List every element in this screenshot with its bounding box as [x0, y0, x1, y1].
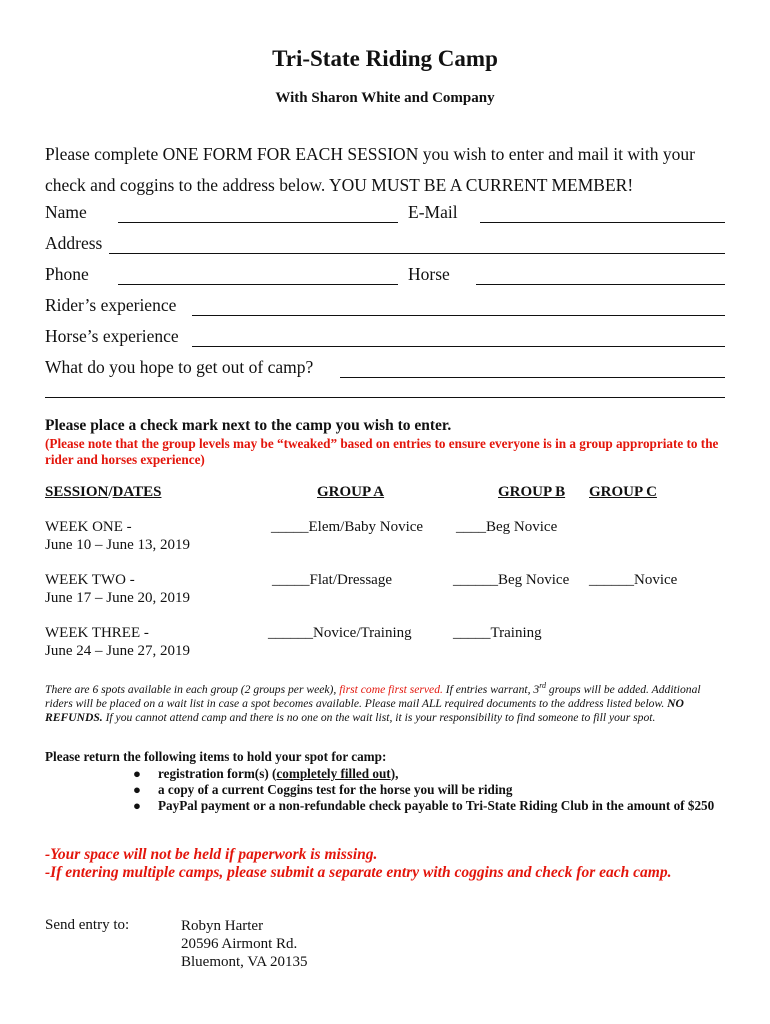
paperwork-warnings	[45, 846, 735, 882]
recipient-name: Robyn Harter	[181, 918, 264, 934]
name-label: Name	[45, 202, 87, 222]
send-entry-label: Send entry to:	[45, 917, 130, 933]
group-b-header: GROUP B	[498, 484, 566, 500]
week-three-dates: June 24 – June 27, 2019	[45, 643, 190, 659]
warning-line-2: -If entering multiple camps, please submit a separate entry with coggins and check for each camp.	[45, 864, 672, 881]
horse-label: Horse	[408, 264, 450, 284]
week-two-group-b-option[interactable]: ______Beg Novice	[453, 572, 570, 588]
bullet-icon: ●	[133, 782, 141, 797]
week-three-label: WEEK THREE -	[45, 625, 149, 641]
address-field[interactable]	[109, 253, 725, 254]
hope-label: What do you hope to get out of camp?	[45, 357, 314, 377]
form-subtitle: With Sharon White and Company	[275, 90, 495, 106]
week-two-group-c-option[interactable]: ______Novice	[589, 572, 678, 588]
email-label: E-Mail	[408, 202, 458, 222]
week-two-group-a-option[interactable]: _____Flat/Dressage	[272, 572, 392, 588]
week-one-group-b-option[interactable]: ____Beg Novice	[456, 519, 558, 535]
hope-field-line-2[interactable]	[45, 397, 725, 398]
phone-field[interactable]	[118, 284, 398, 285]
checkmark-instructions: Please place a check mark next to the camp you wish to enter.	[45, 417, 452, 434]
list-item: ● a copy of a current Coggins test for the horse you will be riding	[133, 782, 513, 797]
hope-field[interactable]	[340, 377, 725, 378]
return-items-heading: Please return the following items to hold your spot for camp:	[45, 749, 387, 764]
name-field[interactable]	[118, 222, 398, 223]
form-title: Tri-State Riding Camp	[272, 46, 498, 71]
group-c-header: GROUP C	[589, 484, 657, 500]
intro-paragraph: Please complete ONE FORM FOR EACH SESSION you wish to enter and mail it with your check and coggins to the address below. YOU MUST BE A CURRENT MEMBER!	[45, 144, 695, 195]
bullet-icon: ●	[133, 766, 141, 781]
horse-field[interactable]	[476, 284, 725, 285]
session-dates-header: SESSION/DATES	[45, 484, 162, 500]
recipient-street: 20596 Airmont Rd.	[181, 936, 298, 952]
rider-experience-field[interactable]	[192, 315, 725, 316]
horse-experience-label: Horse’s experience	[45, 326, 179, 346]
return-items-list	[120, 766, 720, 814]
phone-label: Phone	[45, 264, 89, 284]
horse-experience-field[interactable]	[192, 346, 725, 347]
email-field[interactable]	[480, 222, 725, 223]
week-two-label: WEEK TWO -	[45, 572, 135, 588]
mailing-address	[181, 917, 308, 971]
recipient-city: Bluemont, VA 20135	[181, 954, 308, 970]
week-one-label: WEEK ONE -	[45, 519, 132, 535]
group-a-header: GROUP A	[317, 484, 385, 500]
week-three-group-a-option[interactable]: ______Novice/Training	[268, 625, 412, 641]
warning-line-1: -Your space will not be held if paperwork is missing.	[45, 846, 378, 863]
week-one-group-a-option[interactable]: _____Elem/Baby Novice	[271, 519, 424, 535]
list-item: ● registration form(s) (completely filled out),	[133, 766, 399, 781]
group-level-note: (Please note that the group levels may be “tweaked” based on entries to ensure everyone is in a group appropriate to the rider and horses experience)	[45, 436, 719, 467]
bullet-icon: ●	[133, 798, 141, 813]
list-item: ● PayPal payment or a non-refundable check payable to Tri-State Riding Club in the amount of $250	[133, 798, 715, 813]
rider-experience-label: Rider’s experience	[45, 295, 177, 315]
address-label: Address	[45, 233, 103, 253]
week-one-dates: June 10 – June 13, 2019	[45, 537, 190, 553]
spots-availability-note: There are 6 spots available in each group (2 groups per week), first come first served. If entries warrant, 3rd groups will be added. Additional riders will be placed on a wait list in case a spot becomes available. Please mail ALL required documents to the address listed below. NO REFUNDS. If you cannot attend camp and there is no one on the wait list, it is your responsibility to find someone to fill your spot.	[45, 681, 701, 725]
week-three-group-b-option[interactable]: _____Training	[453, 625, 542, 641]
week-two-dates: June 17 – June 20, 2019	[45, 590, 190, 606]
